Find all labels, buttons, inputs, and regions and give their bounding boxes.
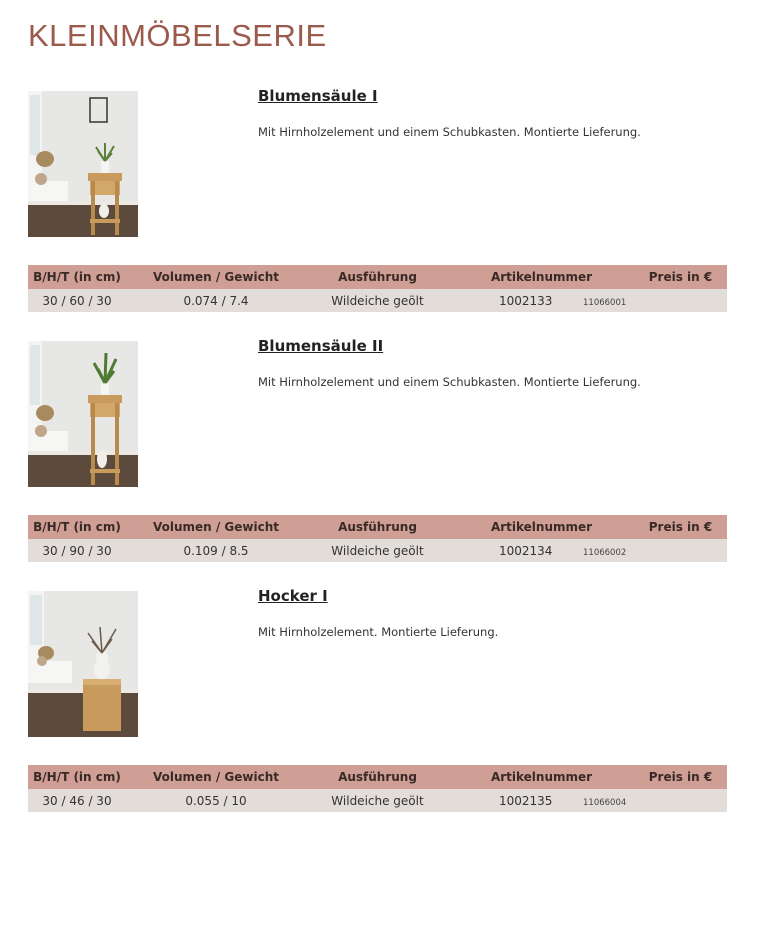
column-header: Volumen / Gewicht [126, 265, 306, 289]
column-header: Preis in € [634, 765, 727, 789]
article-number-cell [449, 789, 634, 812]
product-description: Mit Hirnholzelement. Montierte Lieferung. [258, 625, 499, 639]
volume-weight-cell: 0.109 / 8.5 [126, 539, 306, 562]
product-title-link[interactable]: Blumensäule I [258, 87, 378, 105]
finish-cell: Wildeiche geölt [306, 289, 449, 312]
product-image-blumensaeule-2[interactable] [28, 341, 138, 487]
article-number-cell [449, 539, 634, 562]
column-header: Artikelnummer [449, 515, 634, 539]
article-number: 1002133 [499, 293, 553, 308]
spec-table [28, 265, 727, 312]
product-description: Mit Hirnholzelement und einem Schubkasten. Montierte Lieferung. [258, 375, 641, 389]
volume-weight-cell: 0.055 / 10 [126, 789, 306, 812]
price-cell [634, 789, 727, 812]
table-row [28, 289, 727, 312]
product-card [28, 337, 727, 571]
article-code: 11066001 [583, 297, 627, 308]
column-header: B/H/T (in cm) [28, 515, 126, 539]
spec-table [28, 765, 727, 812]
column-header: Volumen / Gewicht [126, 515, 306, 539]
column-header: Ausführung [306, 765, 449, 789]
table-row [28, 789, 727, 812]
column-header: Volumen / Gewicht [126, 765, 306, 789]
table-row [28, 539, 727, 562]
hocker-photo-icon [28, 591, 138, 737]
article-code: 11066002 [583, 547, 627, 558]
product-card [28, 87, 727, 321]
finish-cell: Wildeiche geölt [306, 789, 449, 812]
page-title: KLEINMÖBELSERIE [28, 18, 327, 53]
column-header: B/H/T (in cm) [28, 265, 126, 289]
table-header-row [28, 515, 727, 539]
table-header-row [28, 765, 727, 789]
column-header: Ausführung [306, 265, 449, 289]
column-header: Preis in € [634, 265, 727, 289]
table-header-row [28, 265, 727, 289]
product-description: Mit Hirnholzelement und einem Schubkasten. Montierte Lieferung. [258, 125, 641, 139]
dimensions-cell: 30 / 90 / 30 [28, 539, 126, 562]
spec-table [28, 515, 727, 562]
dimensions-cell: 30 / 60 / 30 [28, 289, 126, 312]
product-title-link[interactable]: Blumensäule II [258, 337, 384, 355]
column-header: Ausführung [306, 515, 449, 539]
column-header: B/H/T (in cm) [28, 765, 126, 789]
column-header: Artikelnummer [449, 765, 634, 789]
finish-cell: Wildeiche geölt [306, 539, 449, 562]
product-card [28, 587, 727, 821]
article-code: 11066004 [583, 797, 627, 808]
volume-weight-cell: 0.074 / 7.4 [126, 289, 306, 312]
article-number: 1002135 [499, 793, 553, 808]
product-title-link[interactable]: Hocker I [258, 587, 328, 605]
product-image-hocker-1[interactable] [28, 591, 138, 737]
product-image-blumensaeule-1[interactable] [28, 91, 138, 237]
article-number-cell [449, 289, 634, 312]
price-cell [634, 289, 727, 312]
blumensaeule-photo-icon [28, 341, 138, 487]
article-number: 1002134 [499, 543, 553, 558]
dimensions-cell: 30 / 46 / 30 [28, 789, 126, 812]
column-header: Artikelnummer [449, 265, 634, 289]
blumensaeule-photo-icon [28, 91, 138, 237]
price-cell [634, 539, 727, 562]
column-header: Preis in € [634, 515, 727, 539]
